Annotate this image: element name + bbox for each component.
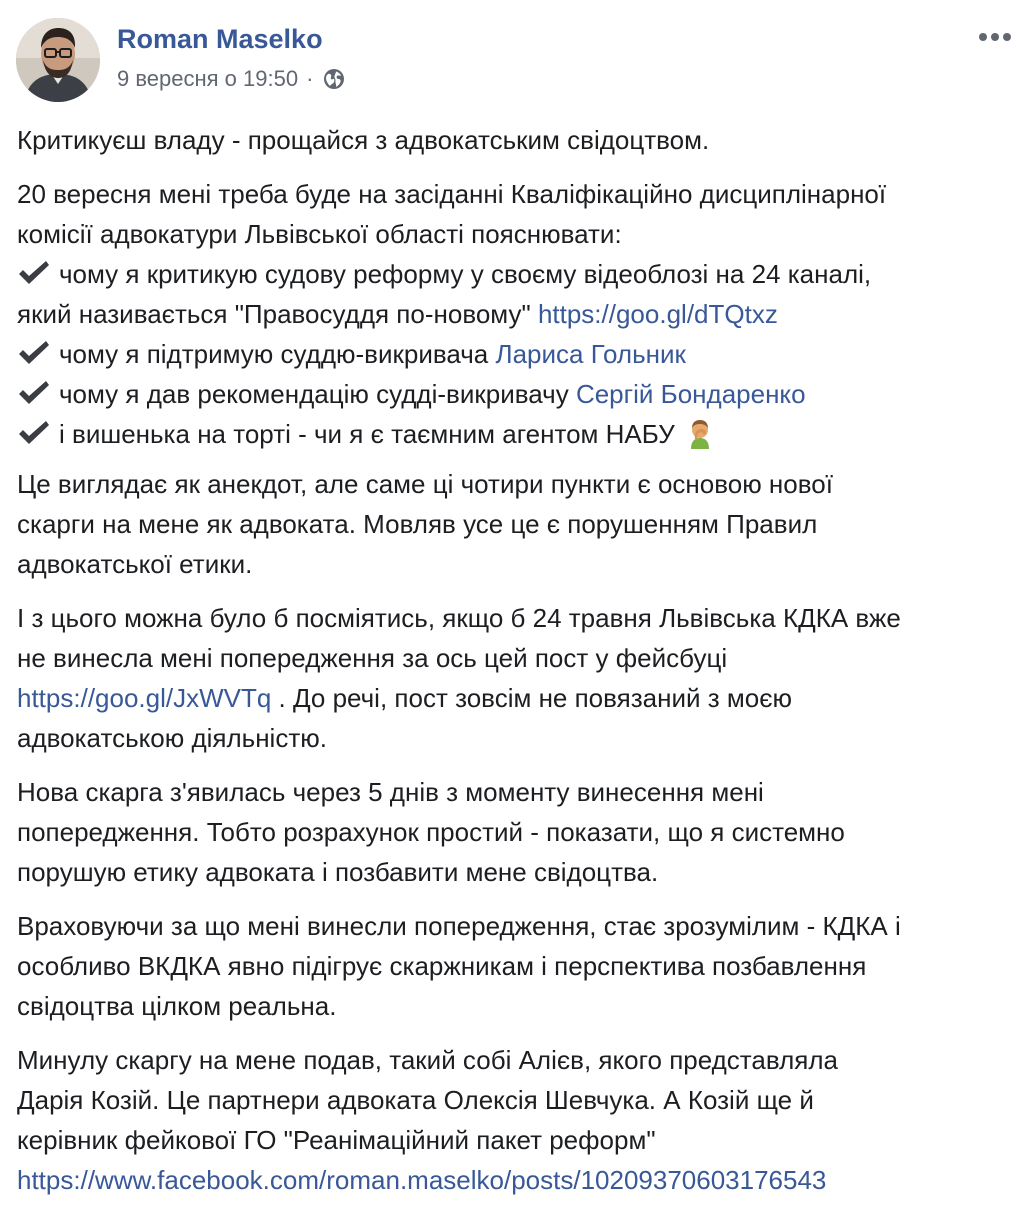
post-body xyxy=(17,120,1012,1214)
text-line xyxy=(17,1160,1012,1200)
globe-icon[interactable] xyxy=(323,68,345,90)
list-item-text: чому я підтримую суддю-викривача xyxy=(59,339,489,369)
list-item xyxy=(17,374,1012,414)
mention-link[interactable]: Сергій Бондаренко xyxy=(575,379,806,409)
text-line: адвокатською діяльністю. xyxy=(17,723,327,753)
meta-separator: · xyxy=(306,66,314,91)
text-line: Нова скарга з'явилась через 5 днів з моменту винесення мені xyxy=(17,777,764,807)
paragraph-7 xyxy=(17,1040,1012,1200)
paragraph-3 xyxy=(17,464,1012,584)
text-line: скарги на мене як адвоката. Мовляв усе це є порушенням Правил xyxy=(17,509,818,539)
list-item xyxy=(17,254,1012,294)
text-line: адвокатської етики. xyxy=(17,549,253,579)
post-header xyxy=(0,0,1019,110)
paragraph-1 xyxy=(17,120,1012,160)
list-item xyxy=(17,334,1012,374)
post-meta xyxy=(117,66,345,92)
text-line: Дарія Козій. Це партнери адвоката Олексія Шевчука. А Козій ще й xyxy=(17,1085,814,1115)
text-line: особливо ВКДКА явно підігрує скаржникам і перспектива позбавлення xyxy=(17,951,867,981)
list-item-text: і вишенька на торті - чи я є таємним агентом НАБУ xyxy=(59,419,675,449)
check-mark-icon xyxy=(17,259,51,287)
video-blog-link[interactable]: https://goo.gl/dTQtxz xyxy=(537,299,778,329)
text-line xyxy=(17,678,1012,718)
previous-post-link[interactable]: https://goo.gl/JxWVTq xyxy=(17,683,272,713)
paragraph-6 xyxy=(17,906,1012,1026)
text-line: керівник фейкової ГО "Реанімаційний пакет реформ" xyxy=(17,1125,656,1155)
list-item-continuation xyxy=(17,294,1012,334)
paragraph-5 xyxy=(17,772,1012,892)
list-item-text: який називається "Правосуддя по-новому" xyxy=(17,299,531,329)
text-line: комісії адвокатури Львівської області пояснювати: xyxy=(17,219,622,249)
text-line: Критикуєш владу - прощайся з адвокатським свідоцтвом. xyxy=(17,125,710,155)
facebook-post-link[interactable]: https://www.facebook.com/roman.maselko/posts/10209370603176543 xyxy=(17,1165,827,1195)
avatar-photo xyxy=(16,18,100,102)
check-mark-icon xyxy=(17,379,51,407)
list-item-text: чому я дав рекомендацію судді-викривачу xyxy=(59,379,569,409)
text-line: Це виглядає як анекдот, але саме ці чотири пункти є основою нової xyxy=(17,469,833,499)
facepalm-emoji-icon xyxy=(686,419,714,449)
mention-link[interactable]: Лариса Гольник xyxy=(495,339,686,369)
text-line: не винесла мені попередження за ось цей пост у фейсбуці xyxy=(17,643,728,673)
avatar[interactable] xyxy=(16,18,100,102)
text-fragment: . До речі, пост зовсім не повязаний з моєю xyxy=(271,683,793,713)
check-mark-icon xyxy=(17,419,51,447)
paragraph-2 xyxy=(17,174,1012,454)
text-line: 20 вересня мені треба буде на засіданні Кваліфікаційно дисциплінарної xyxy=(17,179,887,209)
text-line: порушую етику адвоката і позбавити мене свідоцтва. xyxy=(17,857,659,887)
text-line: Минулу скаргу на мене подав, такий собі Алієв, якого представляла xyxy=(17,1045,838,1075)
author-name[interactable]: Roman Maselko xyxy=(117,24,323,54)
more-options-icon[interactable] xyxy=(975,26,1015,48)
text-line: попередження. Тобто розрахунок простий - показати, що я системно xyxy=(17,817,845,847)
list-item xyxy=(17,414,1012,454)
check-mark-icon xyxy=(17,339,51,367)
text-line: Враховуючи за що мені винесли попередження, стає зрозумілим - КДКА і xyxy=(17,911,901,941)
text-line: І з цього можна було б посміятись, якщо б 24 травня Львівська КДКА вже xyxy=(17,603,901,633)
paragraph-4 xyxy=(17,598,1012,758)
list-item-text: чому я критикую судову реформу у своєму відеоблозі на 24 каналі, xyxy=(59,259,872,289)
post-timestamp[interactable]: 9 вересня о 19:50 xyxy=(117,66,299,91)
text-line: свідоцтва цілком реальна. xyxy=(17,991,337,1021)
